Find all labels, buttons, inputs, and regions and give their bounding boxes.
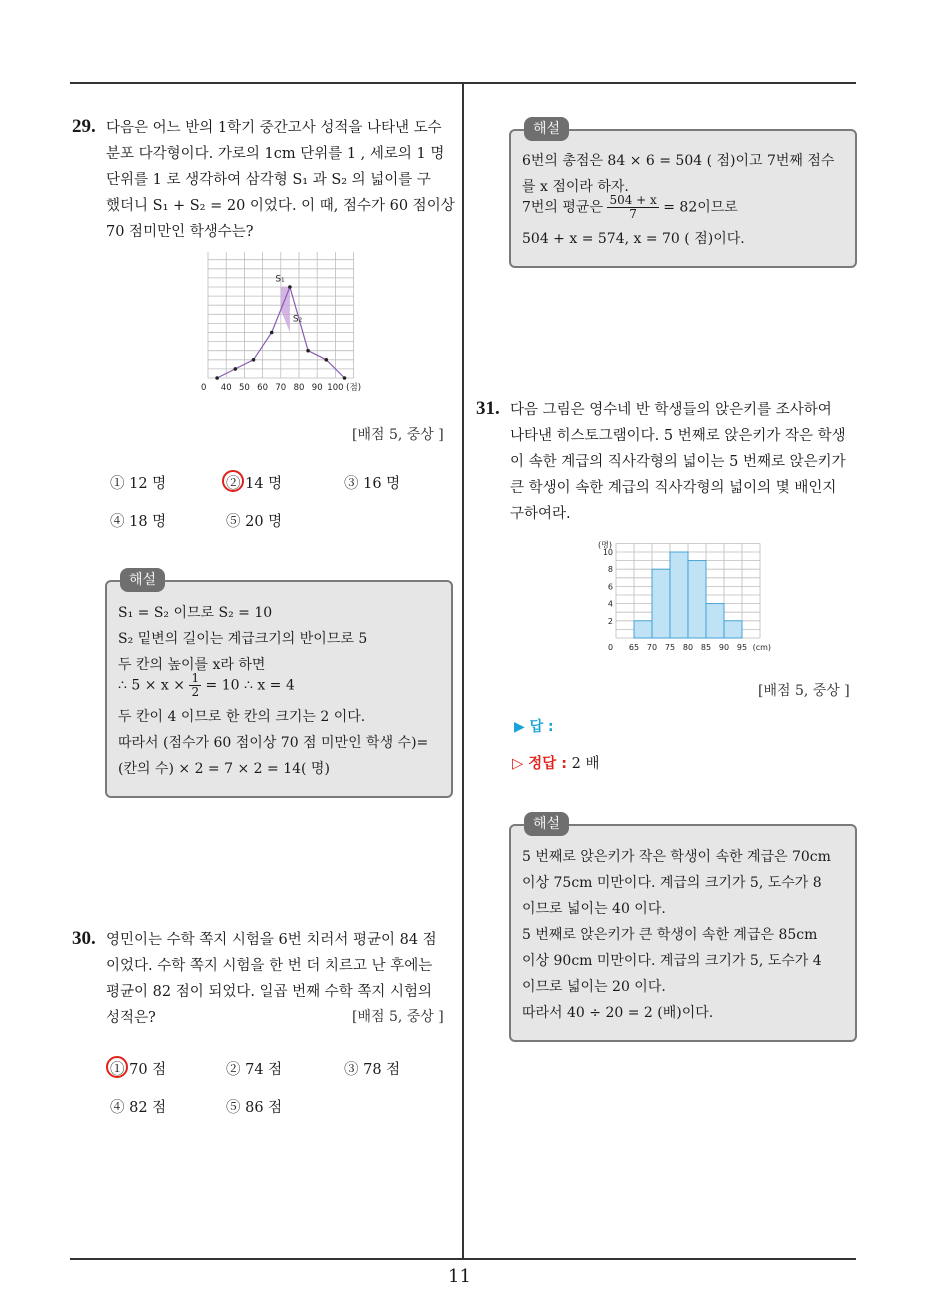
- q29-meta: [배점 5, 중상 ]: [352, 427, 444, 443]
- q30-choice-4[interactable]: ④ 82 점: [110, 1100, 167, 1116]
- q29-choice-2[interactable]: ② 14 명: [226, 476, 283, 492]
- histogram-bar: [688, 561, 706, 638]
- q30-fraction-num: 504 + x: [609, 193, 657, 207]
- y-tick-label: 2: [607, 616, 613, 626]
- q31-solution-line: 5 번째로 앉은키가 큰 학생이 속한 계급은 85cm: [522, 927, 818, 943]
- q30-number: 30.: [72, 928, 96, 949]
- x-tick-label: 50: [238, 383, 250, 393]
- q30-choice-1[interactable]: ① 70 점: [110, 1062, 167, 1078]
- q29-line: 다음은 어느 반의 1학기 중간고사 성적을 나타낸 도수: [106, 120, 442, 136]
- page-number: 11: [448, 1266, 471, 1287]
- q29-fraction-num: 1: [191, 671, 200, 685]
- q29-solution-line: 따라서 (점수가 60 점이상 70 점 미만인 학생 수)=: [118, 735, 429, 751]
- q31-solution-line: 이상 75cm 미만이다. 계급의 크기가 5, 도수가 8: [522, 875, 822, 891]
- q31-number: 31.: [476, 398, 500, 419]
- y-tick-label: 10: [602, 548, 613, 557]
- histogram-bar: [670, 552, 688, 638]
- q31-solution-tag: 해설: [524, 812, 569, 836]
- histogram-bar: [706, 604, 724, 638]
- q29-solution-line: 두 칸이 4 이므로 한 칸의 크기는 2 이다.: [118, 709, 366, 725]
- y-tick-label: 4: [607, 599, 613, 609]
- column-divider: [462, 82, 464, 1260]
- x-tick-label: 0: [201, 383, 207, 393]
- x-tick-label: 0: [608, 643, 614, 652]
- q29-solution-tag: 해설: [120, 568, 165, 592]
- q31-solution-line: 이므로 넓이는 40 이다.: [522, 901, 666, 917]
- data-point: [270, 331, 274, 335]
- q31-line: 구하여라.: [510, 506, 571, 522]
- q29-solution-line: S₁ = S₂ 이므로 S₂ = 10: [118, 605, 273, 621]
- q29-line: 분포 다각형이다. 가로의 1cm 단위를 1 , 세로의 1 명: [106, 146, 445, 162]
- data-point: [288, 285, 292, 289]
- q30-choice-5[interactable]: ⑤ 86 점: [226, 1100, 283, 1116]
- x-tick-label: 85: [700, 643, 712, 652]
- x-tick-label: 100: [327, 383, 344, 393]
- q30-average-right: = 82이므로: [663, 199, 738, 216]
- q31-meta: [배점 5, 중상 ]: [758, 683, 850, 699]
- q29-formula-left: ∴ 5 × x ×: [118, 677, 185, 694]
- x-tick-label: 80: [682, 643, 694, 652]
- y-unit-label: (명): [598, 540, 612, 550]
- q29-selected-mark: [222, 470, 244, 492]
- data-point: [252, 358, 256, 362]
- q29-choice-3[interactable]: ③ 16 명: [344, 476, 401, 492]
- q30-line: 이었다. 수학 쪽지 시험을 한 번 더 치르고 난 후에는: [106, 958, 433, 974]
- data-point: [234, 367, 238, 371]
- q29-number: 29.: [72, 116, 96, 137]
- q29-choice-5[interactable]: ⑤ 20 명: [226, 514, 283, 530]
- histogram-bar: [652, 569, 670, 638]
- q30-solution-line: 504 + x = 574, x = 70 ( 점)이다.: [522, 231, 745, 247]
- x-tick-label: 60: [257, 383, 269, 393]
- x-tick-label: (점): [346, 383, 362, 393]
- s2-label: S₂: [292, 314, 303, 325]
- y-tick-label: 8: [607, 565, 613, 575]
- q31-solution-line: 따라서 40 ÷ 20 = 2 (배)이다.: [522, 1005, 714, 1021]
- x-tick-label: 80: [293, 383, 305, 393]
- q30-solution-line: 를 x 점이라 하자.: [522, 179, 629, 195]
- q29-solution-line: (칸의 수) × 2 = 7 × 2 = 14( 명): [118, 761, 330, 777]
- x-tick-label: 75: [664, 643, 676, 652]
- q31-solution-line: 이므로 넓이는 20 이다.: [522, 979, 666, 995]
- q29-formula-fraction: [189, 672, 201, 699]
- x-tick-label: 40: [220, 383, 232, 393]
- q30-choice-3[interactable]: ③ 78 점: [344, 1062, 401, 1078]
- x-tick-label: (cm): [752, 643, 772, 652]
- q31-line: 이 속한 계급의 직사각형의 넓이는 5 번째로 앉은키가: [510, 454, 846, 470]
- q30-average-left: 7번의 평균은: [522, 199, 603, 216]
- q31-solution-line: 이상 90cm 미만이다. 계급의 크기가 5, 도수가 4: [522, 953, 822, 969]
- histogram-bar: [634, 621, 652, 638]
- q29-choice-1[interactable]: ① 12 명: [110, 476, 167, 492]
- q30-line: 영민이는 수학 쪽지 시험을 6번 치러서 평균이 84 점: [106, 932, 437, 948]
- q29-solution-line: S₂ 밑변의 길이는 계급크기의 반이므로 5: [118, 631, 368, 647]
- histogram-bar: [724, 621, 742, 638]
- q31-line: 다음 그림은 영수네 반 학생들의 앉은키를 조사하여: [510, 402, 832, 418]
- q29-frequency-polygon: [196, 252, 376, 402]
- x-tick-label: 90: [311, 383, 323, 393]
- q30-solution-line: 6번의 총점은 84 × 6 = 504 ( 점)이고 7번째 점수: [522, 153, 835, 169]
- bottom-rule: [70, 1258, 856, 1260]
- q30-average-formula: [522, 194, 738, 221]
- q31-correct-value: 2 배: [571, 756, 600, 772]
- q29-line: 했더니 S₁ + S₂ = 20 이었다. 이 때, 점수가 60 점이상: [106, 198, 455, 214]
- data-point: [343, 376, 347, 380]
- q29-solution-line: 두 칸의 높이를 x라 하면: [118, 657, 266, 673]
- data-point: [325, 358, 329, 362]
- q29-text: [106, 115, 455, 245]
- x-tick-label: 70: [275, 383, 287, 393]
- q31-correct-row: [512, 752, 600, 773]
- q31-line: 큰 학생이 속한 계급의 직사각형의 넓이의 몇 배인지: [510, 480, 837, 496]
- q30-choice-2[interactable]: ② 74 점: [226, 1062, 283, 1078]
- q30-line: 성적은?: [106, 1010, 156, 1026]
- x-tick-label: 90: [718, 643, 730, 652]
- q30-selected-mark: [106, 1056, 128, 1078]
- q30-fraction-den: 7: [629, 207, 637, 221]
- data-point: [306, 349, 310, 353]
- q29-fraction-den: 2: [191, 685, 200, 699]
- q29-line: 70 점미만인 학생수는?: [106, 224, 254, 240]
- x-tick-label: 65: [628, 643, 640, 652]
- q31-solution-line: 5 번째로 앉은키가 작은 학생이 속한 계급은 70cm: [522, 849, 831, 865]
- q31-correct-label: ▷ 정답 :: [512, 756, 568, 772]
- data-point: [215, 376, 219, 380]
- x-tick-label: 95: [736, 643, 748, 652]
- q30-meta: [배점 5, 중상 ]: [352, 1009, 444, 1025]
- q29-formula: [118, 672, 295, 699]
- q30-average-fraction: [607, 194, 658, 221]
- q30-line: 평균이 82 점이 되었다. 일곱 번째 수학 쪽지 시험의: [106, 984, 433, 1000]
- x-tick-label: 70: [646, 643, 658, 652]
- q29-line: 단위를 1 로 생각하여 삼각형 S₁ 과 S₂ 의 넓이를 구: [106, 172, 431, 188]
- q31-line: 나타낸 히스토그램이다. 5 번째로 앉은키가 작은 학생: [510, 428, 846, 444]
- q31-answer-label: ▶ 답 :: [514, 719, 554, 735]
- q31-histogram: [596, 532, 776, 656]
- y-tick-label: 6: [607, 582, 613, 592]
- q29-choice-4[interactable]: ④ 18 명: [110, 514, 167, 530]
- s1-label: S₁: [275, 274, 285, 285]
- q31-text: [510, 397, 846, 527]
- q29-formula-right: = 10 ∴ x = 4: [205, 677, 295, 694]
- q30-solution-tag: 해설: [524, 117, 569, 141]
